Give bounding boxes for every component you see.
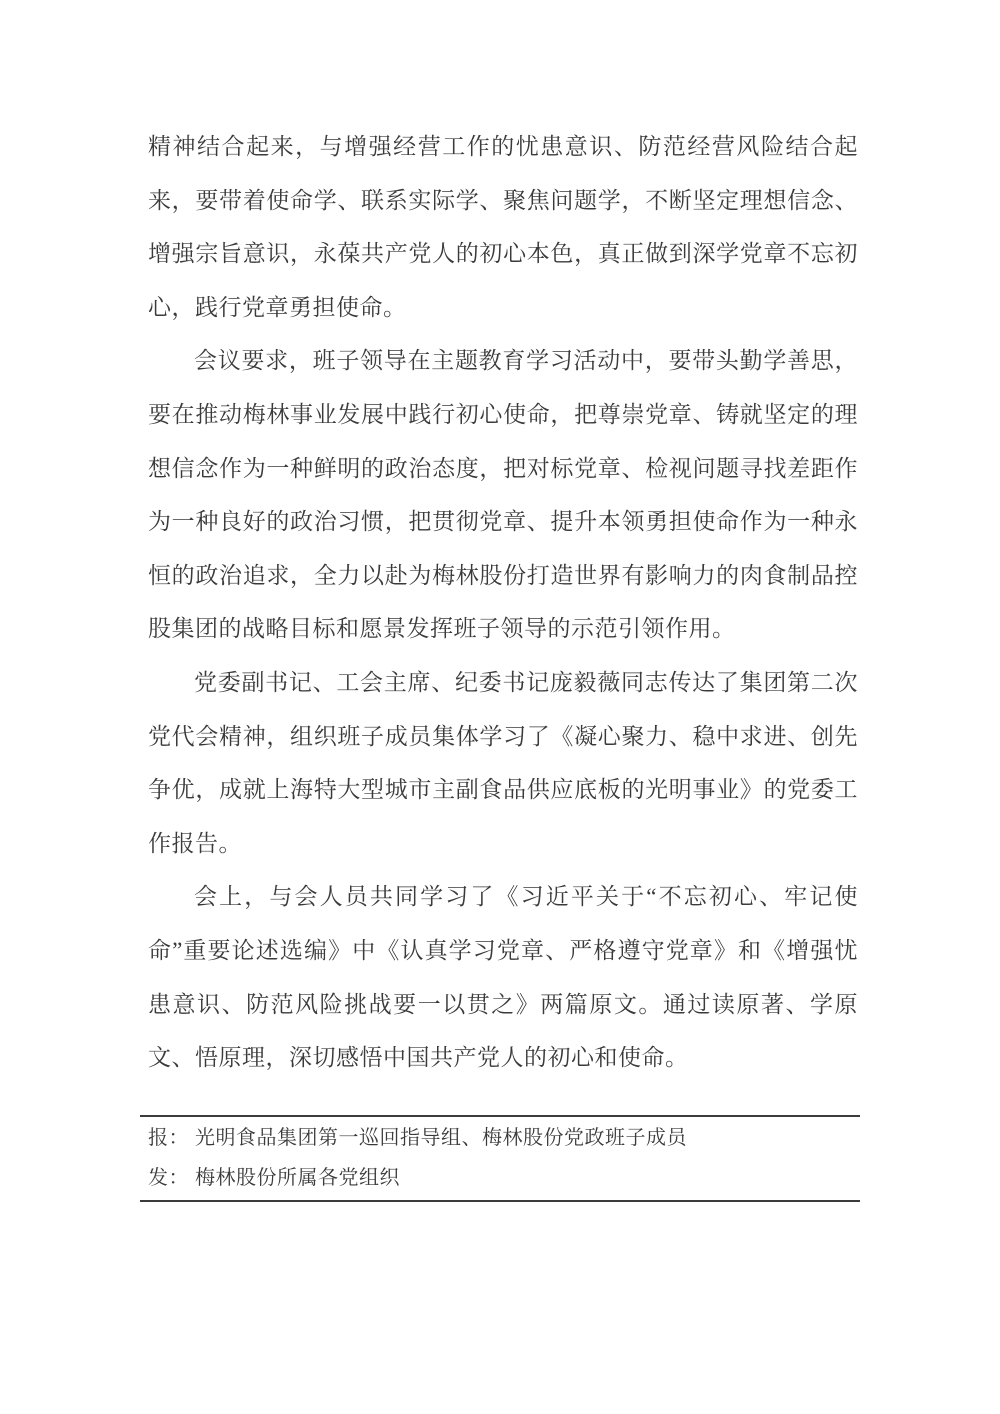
footer-report-line — [148, 1118, 860, 1158]
body-paragraph-1: 精神结合起来，与增强经营工作的忧患意识、防范经营风险结合起来，要带着使命学、联系实际学、聚焦问题学，不断坚定理想信念、增强宗旨意识，永葆共产党人的初心本色，真正做到深学党章不忘初心，践行党章勇担使命。 — [148, 134, 858, 320]
body-paragraph-4: 会上，与会人员共同学习了《习近平关于“不忘初心、牢记使命”重要论述选编》中《认真学习党章、严格遵守党章》和《增强忧患意识、防范风险挑战要一以贯之》两篇原文。通过读原著、学原文、悟原理，深切感悟中国共产党人的初心和使命。 — [148, 884, 858, 1071]
footer-report-value: 光明食品集团第一巡回指导组、梅林股份党政班子成员 — [195, 1127, 687, 1149]
footer-issue-label: 发： — [148, 1167, 189, 1189]
footer-issue-value: 梅林股份所属各党组织 — [195, 1167, 400, 1189]
body-paragraph-3: 党委副书记、工会主席、纪委书记庞毅薇同志传达了集团第二次党代会精神，组织班子成员集体学习了《凝心聚力、稳中求进、创先争优，成就上海特大型城市主副食品供应底板的光明事业》的党委工作报告。 — [148, 669, 858, 856]
document-body — [148, 120, 858, 1085]
footer-distribution-block — [140, 1115, 860, 1202]
body-paragraph-2: 会议要求，班子领导在主题教育学习活动中，要带头勤学善思，要在推动梅林事业发展中践行初心使命，把尊崇党章、铸就坚定的理想信念作为一种鲜明的政治态度，把对标党章、检视问题寻找差距作为一种良好的政治习惯，把贯彻党章、提升本领勇担使命作为一种永恒的政治追求，全力以赴为梅林股份打造世界有影响力的肉食制品控股集团的战略目标和愿景发挥班子领导的示范引领作用。 — [148, 348, 858, 642]
footer-issue-line — [148, 1158, 860, 1198]
footer-report-label: 报： — [148, 1127, 189, 1149]
